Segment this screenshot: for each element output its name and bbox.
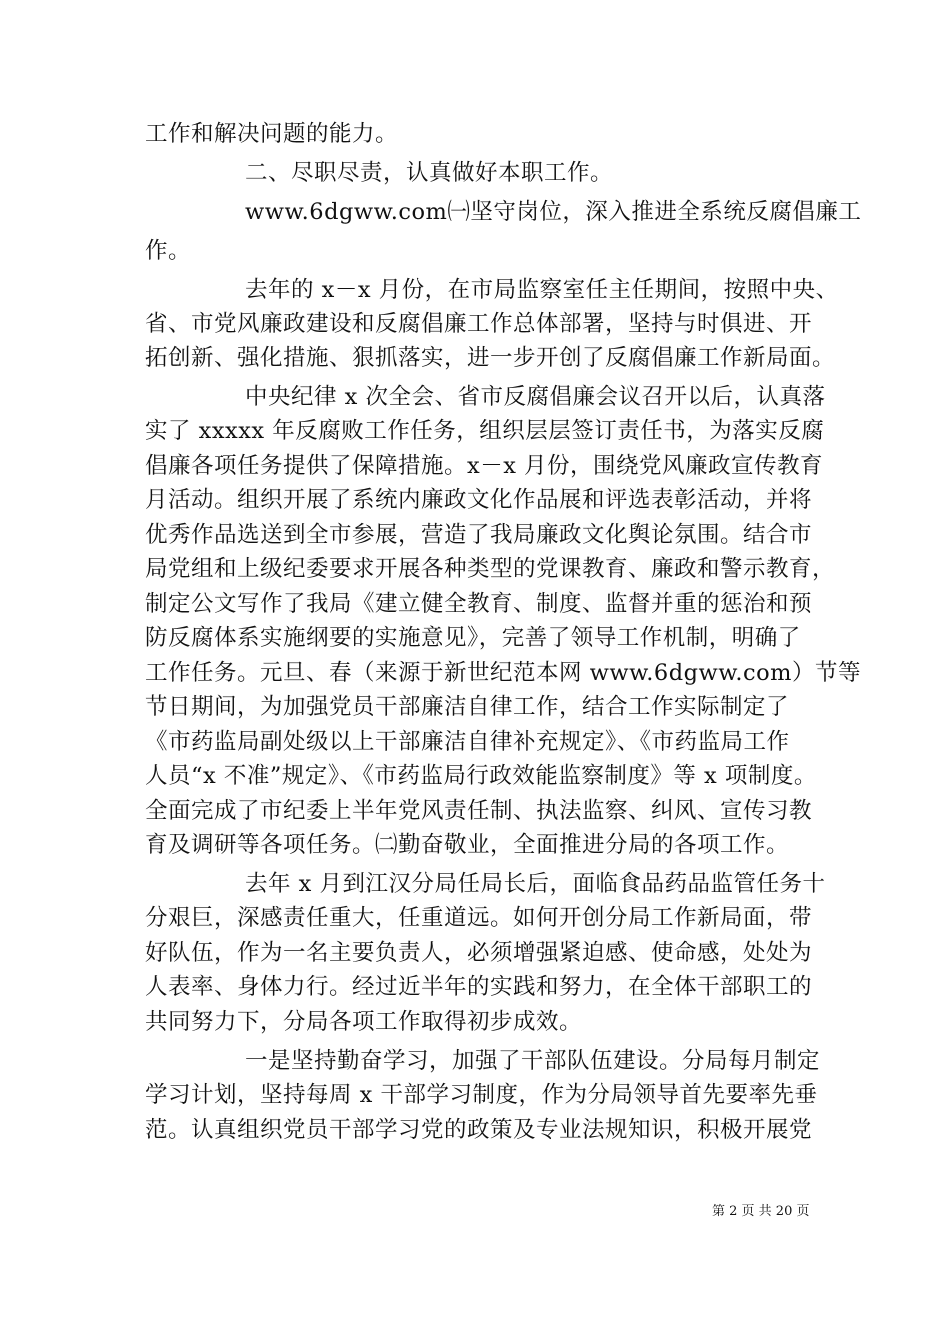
text-line: 省、市党风廉政建设和反腐倡廉工作总体部署，坚持与时俱进、开	[145, 311, 813, 337]
text-line: 共同努力下，分局各项工作取得初步成效。	[145, 1009, 583, 1035]
text-line: 人表率、身体力行。经过近半年的实践和努力，在全体干部职工的	[145, 974, 813, 1000]
text-line: 好队伍，作为一名主要负责人，必须增强紧迫感、使命感，处处为	[145, 940, 813, 966]
text-line: 人员“x 不准”规定》、《市药监局行政效能监察制度》等 x 项制度。	[145, 763, 817, 789]
text-line: 月活动。组织开展了系统内廉政文化作品展和评选表彰活动，并将	[145, 487, 813, 513]
text-line: 作。	[145, 238, 192, 264]
section-heading: 二、尽职尽责，认真做好本职工作。	[245, 160, 614, 186]
page-number-footer: 第 2 页 共 20 页	[712, 1204, 810, 1219]
text-line: 局党组和上级纪委要求开展各种类型的党课教育、廉政和警示教育，	[145, 556, 836, 582]
text-line: 优秀作品选送到全市参展，营造了我局廉政文化舆论氛围。结合市	[145, 522, 813, 548]
paragraph-start-line: 中央纪律 x 次全会、省市反腐倡廉会议召开以后，认真落	[245, 384, 826, 410]
text-line: 工作和解决问题的能力。	[145, 121, 399, 147]
text-line: 范。认真组织党员干部学习党的政策及专业法规知识，积极开展党	[145, 1117, 813, 1143]
text-line: 全面完成了市纪委上半年党风责任制、执法监察、纠风、宣传习教	[145, 798, 813, 824]
text-line: 学习计划，坚持每周 x 干部学习制度，作为分局领导首先要率先垂	[145, 1082, 818, 1108]
text-line: 防反腐体系实施纲要的实施意见》，完善了领导工作机制，明确了	[145, 625, 801, 651]
text-line: 《市药监局副处级以上干部廉洁自律补充规定》、《市药监局工作	[145, 729, 790, 755]
subsection-heading: www.6dgww.com㈠坚守岗位，深入推进全系统反腐倡廉工	[245, 199, 862, 225]
text-line: 倡廉各项任务提供了保障措施。x－x 月份，围绕党风廉政宣传教育	[145, 453, 824, 479]
text-line: 制定公文写作了我局《建立健全教育、制度、监督并重的惩治和预	[145, 591, 813, 617]
paragraph-start-line: 去年 x 月到江汉分局任局长后，面临食品药品监管任务十	[245, 871, 826, 897]
text-line: 节日期间，为加强党员干部廉洁自律工作，结合工作实际制定了	[145, 694, 790, 720]
paragraph-start-line: 一是坚持勤奋学习，加强了干部队伍建设。分局每月制定	[245, 1048, 821, 1074]
text-line: 分艰巨，深感责任重大，任重道远。如何开创分局工作新局面，带	[145, 905, 813, 931]
text-line: 育及调研等各项任务。㈡勤奋敬业，全面推进分局的各项工作。	[145, 832, 790, 858]
text-line: 实了 xxxxx 年反腐败工作任务，组织层层签订责任书，为落实反腐	[145, 418, 825, 444]
text-line: 工作任务。元旦、春（来源于新世纪范本网 www.6dgww.com）节等	[145, 660, 862, 686]
text-line: 拓创新、强化措施、狠抓落实，进一步开创了反腐倡廉工作新局面。	[145, 345, 836, 371]
paragraph-start-line: 去年的 x－x 月份，在市局监察室任主任期间，按照中央、	[245, 277, 839, 303]
